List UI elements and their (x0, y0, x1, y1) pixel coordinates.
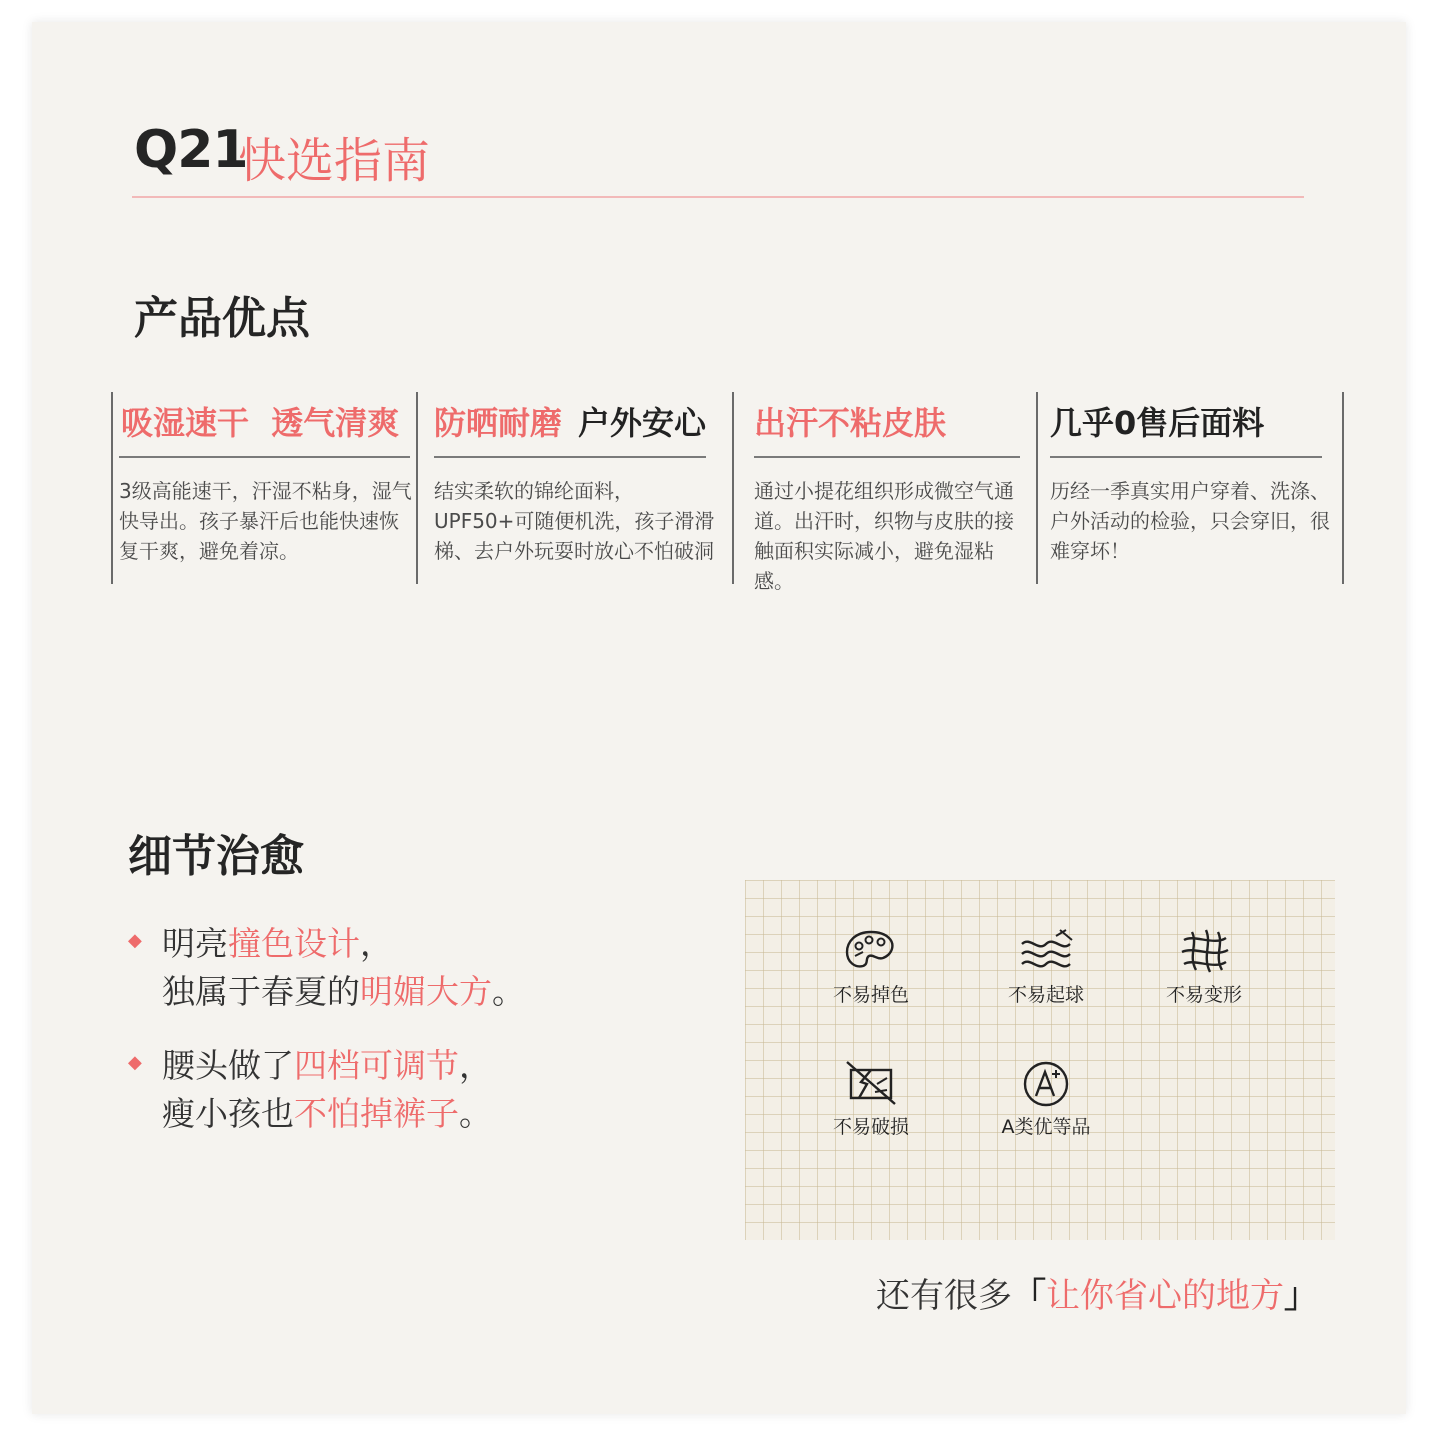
pilling-icon (1016, 926, 1076, 976)
feature-label: 不易变形 (1165, 984, 1242, 1006)
card-description: 结实柔软的锦纶面料，UPF50+可随便机洗，孩子滑滑梯、去户外玩耍时放心不怕破洞 (434, 479, 715, 563)
feature-anti-pilling (976, 926, 1116, 1007)
card-title: 吸湿速干 透气清爽 (121, 404, 400, 442)
feature-label: A类优等品 (1001, 1116, 1091, 1138)
card-title: 防晒耐磨 户外安心 (434, 404, 707, 442)
card-description: 历经一季真实用户穿着、洗涤、户外活动的检验，只会穿旧，很难穿坏！ (1050, 479, 1330, 563)
title-divider (132, 196, 1304, 198)
feature-colorfast (801, 926, 941, 1007)
feature-grade-a (976, 1058, 1116, 1139)
advantage-card-4 (1036, 392, 1344, 584)
page-title: 快选指南 (238, 133, 431, 189)
detail-1-line-1: 明亮撞色设计， (162, 924, 393, 963)
details-heading: 细节治愈 (128, 831, 304, 882)
feature-shape-retention (1134, 926, 1274, 1007)
feature-label: 不易起球 (1007, 984, 1084, 1006)
grade-a-icon (1016, 1058, 1076, 1108)
card-divider (754, 456, 1020, 458)
card-divider (119, 456, 410, 458)
detail-2-line-2: 瘦小孩也不怕掉裤子。 (162, 1094, 492, 1133)
advantage-card-1 (111, 392, 418, 584)
footer-tagline: 还有很多「让你省心的地方」 (876, 1276, 1318, 1316)
feature-label: 不易掉色 (832, 984, 909, 1006)
bullet-icon: ◆ (128, 1052, 142, 1073)
detail-1-line-2: 独属于春夏的明媚大方。 (162, 972, 525, 1011)
features-grid (745, 880, 1335, 1240)
card-divider (434, 456, 706, 458)
card-description: 3级高能速干，汗湿不粘身，湿气快导出。孩子暴汗后也能快速恢复干爽，避免着凉。 (119, 479, 412, 563)
bullet-icon: ◆ (128, 930, 142, 951)
feature-label: 不易破损 (832, 1116, 909, 1138)
advantage-card-3 (732, 392, 1038, 593)
card-divider (1050, 456, 1322, 458)
detail-2-line-1: 腰头做了四档可调节， (162, 1046, 492, 1085)
model-name: Q21 (134, 120, 248, 180)
card-description: 通过小提花组织形成微空气通道。出汗时，织物与皮肤的接触面积实际减小，避免湿粘感。 (754, 479, 1014, 593)
card-title: 几乎0售后面料 (1050, 404, 1265, 442)
feature-durable (801, 1058, 941, 1139)
advantage-card-2 (416, 392, 734, 584)
palette-icon (841, 926, 901, 976)
broken-fabric-icon (841, 1058, 901, 1108)
card-title: 出汗不粘皮肤 (754, 404, 947, 442)
fabric-icon (1174, 926, 1234, 976)
advantages-heading: 产品优点 (134, 293, 310, 344)
